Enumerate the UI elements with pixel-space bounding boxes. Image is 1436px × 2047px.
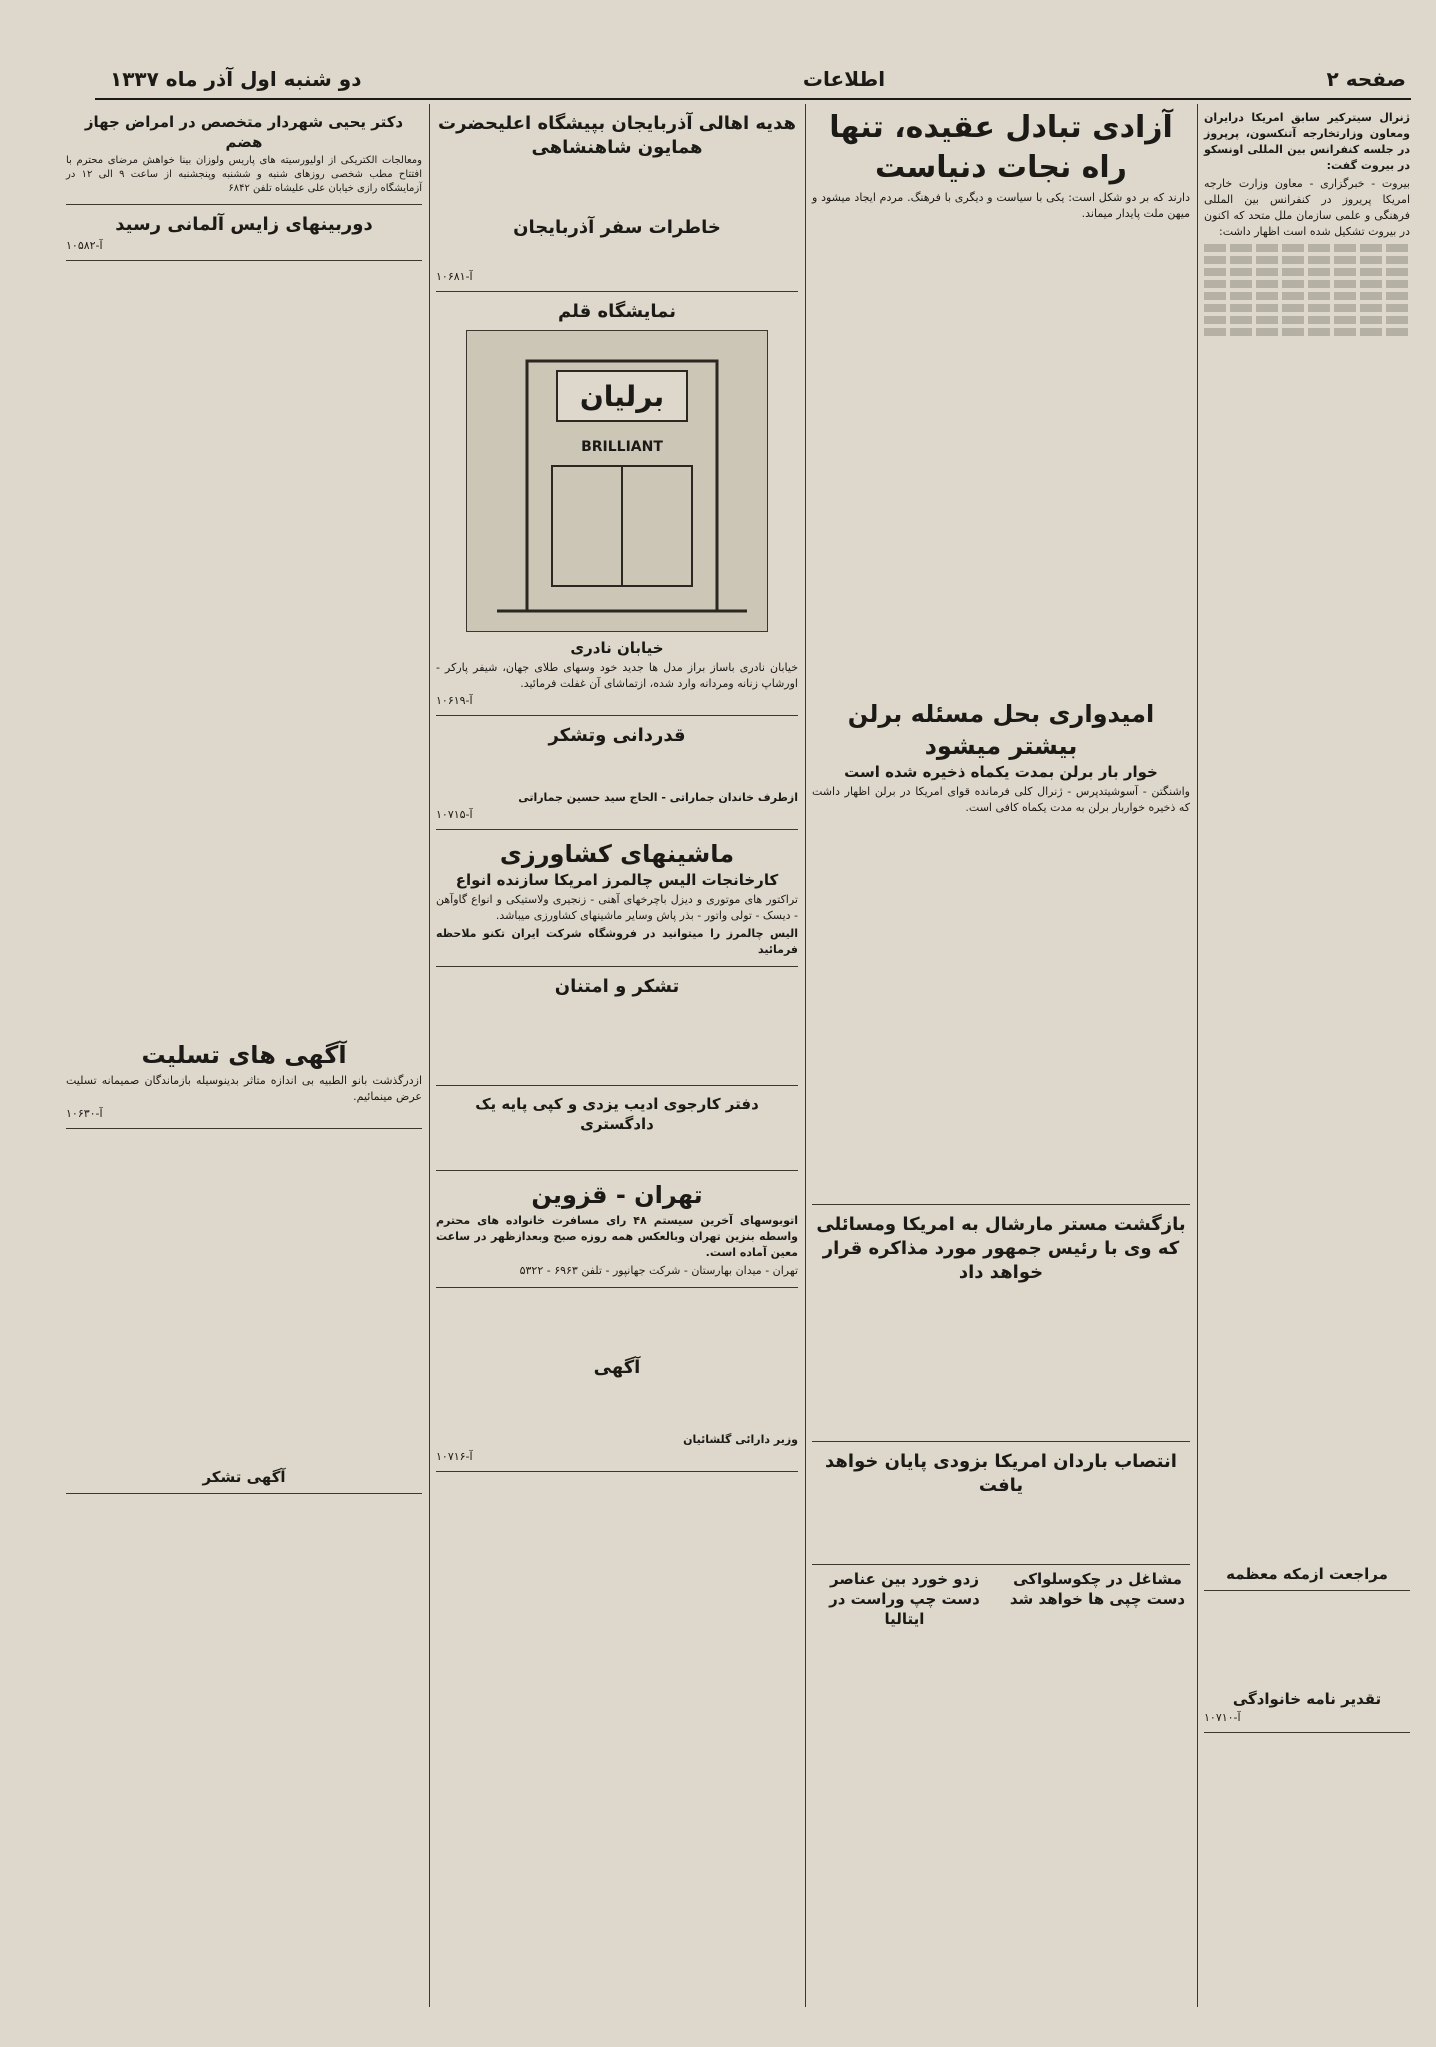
thanks-section xyxy=(66,1463,422,1494)
doctor-text: ومعالجات الکتریکی از اولیورسیته های پاریس ولوزان بینا خواهش مرضای محترم با افتتاح مطب شخصی روزهای شنبه و ششنبه وپنجشنبه از ساعت ۹ الی ۱۲ در آزمایشگاه رازی خیابان علی علیشاه تلفن ۶۸۴۲ xyxy=(66,155,422,194)
text-block xyxy=(1204,328,1410,336)
notices-section xyxy=(66,1133,422,1463)
article-continuation xyxy=(812,224,1190,694)
ad-code: آ-۱۰۷۱۵ xyxy=(436,808,473,821)
ad-company: الیس چالمرز را میتوانید در فروشگاه شرکت ایران تکنو ملاحظه فرمائید xyxy=(436,927,798,956)
page-header xyxy=(110,62,1406,96)
spacer xyxy=(1204,1595,1410,1685)
office-ad xyxy=(436,1090,798,1171)
column-4 xyxy=(60,104,428,2007)
notices-section xyxy=(66,265,422,1035)
text-block xyxy=(1204,244,1410,252)
notice-body xyxy=(436,1380,798,1430)
notice-sign: وزیر دارائی گلشائیان xyxy=(683,1433,798,1446)
ad-code: آ-۱۰۷۱۶ xyxy=(436,1450,473,1463)
article-continuation xyxy=(1204,340,1410,1560)
thanks2-ad xyxy=(436,971,798,1086)
short-news-row xyxy=(812,1569,1190,1629)
brand-sign: برلیان xyxy=(579,380,665,413)
article-body: دارند که بر دو شکل است: یکی با سیاست و دیگری با فرهنگ. مردم ایجاد میشود و میهن ملت پایدار میماند. xyxy=(812,191,1190,220)
text-block xyxy=(1204,268,1410,276)
ad-title: ماشینهای کشاورزی xyxy=(499,840,735,868)
article-continuation xyxy=(812,1498,1190,1558)
announcement-title: مراجعت ازمکه معظمه xyxy=(1226,1565,1388,1583)
headline-main: آزادی تبادل عقیده، تنها راه نجات دنیاست xyxy=(829,110,1173,185)
ad-code: آ-۱۰۶۱۹ xyxy=(436,694,473,707)
headline-berlin: امیدواری بحل مسئله برلن بیشتر میشود xyxy=(847,700,1155,760)
subheadline-berlin: خوار بار برلن بمدت یکماه ذخیره شده است xyxy=(844,763,1158,781)
ad-title: نمایشگاه قلم xyxy=(557,301,677,322)
thanks-title: آگهی تشکر xyxy=(202,1468,286,1486)
camera-ad xyxy=(66,209,422,261)
thanks-sign: ازطرف خاندان جماراتی - الحاج سید حسین جماراتی xyxy=(518,791,798,804)
spacer xyxy=(436,1292,798,1352)
thanks2-body xyxy=(436,999,798,1079)
thanks-notice xyxy=(1204,1685,1410,1733)
article-body: واشنگتن - آسوشیتدپرس - ژنرال کلی فرمانده قوای امریکا در برلن اظهار داشت که ذخیره خواربار برلن به مدت یکماه کافی است. xyxy=(812,785,1190,814)
ad-machinery xyxy=(436,834,798,967)
bus-ad xyxy=(436,1175,798,1288)
condolence-title: آگهی های تسلیت xyxy=(141,1041,347,1069)
ad-text: تراکتور های موتوری و دیزل باچرخهای آهنی - زنجیری ولاستیکی و انواع گاوآهن - دیسک - تولی واتور - بذر پاش وسایر ماشینهای کشاورزی میباشد. xyxy=(436,893,798,922)
article-body: بیروت - خبرگزاری - معاون وزارت خارجه امریکا پریروز در کنفرانس بین المللی فرهنگی و علمی سازمان ملل متحد که اکنون در بیروت تشکیل شده است اظهار داشت: xyxy=(1204,177,1410,238)
headline-ambassadors: انتصاب باردان امریکا بزودی پایان خواهد یافت xyxy=(825,1451,1177,1496)
ad-body xyxy=(436,240,798,268)
column-2 xyxy=(806,104,1196,2007)
bus-phone: تهران - میدان بهارستان - شرکت جهانپور - تلفن ۶۹۶۳ - ۵۳۲۲ xyxy=(519,1264,798,1277)
ad-pen-exhibition xyxy=(436,296,798,716)
short-news-title: مشاغل در چکوسلواکی دست چپی ها خواهد شد xyxy=(1009,1570,1186,1608)
ad-code: آ-۱۰۶۳۰ xyxy=(66,1107,103,1120)
office-title: دفتر کارجوی ادیب یزدی و کپی پایه یک دادگستری xyxy=(475,1095,759,1133)
ad-body xyxy=(436,160,798,216)
article-continuation xyxy=(812,1285,1190,1435)
short-news-title: زدو خورد بین عناصر دست چپ وراست در ایتالیا xyxy=(829,1570,980,1628)
thanks-title: تقدیر نامه خانوادگی xyxy=(1232,1690,1382,1708)
column-3 xyxy=(430,104,804,2007)
storefront-illustration xyxy=(466,330,768,632)
article-ambassadors xyxy=(812,1446,1190,1565)
ad-title: هدیه اهالی آذربایجان بپیشگاه اعلیحضرت همایون شاهنشاهی xyxy=(438,113,796,158)
bus-title: تهران - قزوین xyxy=(531,1181,703,1209)
ad-subtitle: خاطرات سفر آذربایجان xyxy=(513,217,721,238)
thanks-title: قدردانی وتشکر xyxy=(548,725,686,746)
short-news xyxy=(1005,1569,1190,1629)
condolence-text: ازدرگذشت بانو الطبیه بی اندازه متاثر بدینوسیله بازماندگان صمیمانه تسلیت عرض مینمائیم. xyxy=(66,1074,422,1103)
page-number: صفحه ۲ xyxy=(1326,67,1406,91)
article-intro: ژنرال سیترکیر سابق امریکا درایران ومعاون وزارتخارجه آتنکسون، پرپروز در جلسه کنفرانس بین المللی اونسکو در بیروت گفت: xyxy=(1204,111,1410,172)
thanks2-title: تشکر و امتنان xyxy=(554,976,680,997)
camera-title: دوربینهای زایس آلمانی رسید xyxy=(115,214,373,235)
notice-ad xyxy=(436,1352,798,1472)
text-block xyxy=(1204,292,1410,300)
header-rule xyxy=(95,98,1411,100)
text-block xyxy=(1204,256,1410,264)
text-block xyxy=(1204,304,1410,312)
article-berlin xyxy=(812,694,1190,1205)
storefront-drawing xyxy=(467,331,767,631)
article-continuation xyxy=(812,818,1190,1198)
ad-code: آ-۱۰۷۱۰ xyxy=(1204,1711,1241,1724)
ad-azerbaijan xyxy=(436,108,798,292)
thanks-ad xyxy=(436,720,798,830)
newspaper-name: اطلاعات xyxy=(802,67,886,91)
ad-subtitle: کارخانجات الیس چالمرز امریکا سازنده انواع xyxy=(455,871,779,889)
bus-text: اتوبوسهای آخرین سیستم ۴۸ رای مسافرت خانواده های محترم واسطه بنزین تهران وبالعکس همه روزه صبح وبعدازظهر در ساعت معین آماده است. xyxy=(436,1214,798,1259)
short-news xyxy=(812,1569,997,1629)
text-block xyxy=(1204,316,1410,324)
headline-marshall: بازگشت مستر مارشال به امریکا ومسائلی که وی با رئیس جمهور مورد مذاکره قرار خواهد داد xyxy=(816,1214,1186,1283)
brand-latin: BRILLIANT xyxy=(581,439,663,455)
text-block xyxy=(1204,280,1410,288)
announcement xyxy=(1204,1560,1410,1591)
office-body xyxy=(436,1134,798,1164)
notice-title: آگهی xyxy=(593,1357,641,1378)
ad-text: خیابان نادری باساز براز مدل ها جدید خود وسهای طلای جهان، شیفر پارکر - اورشاپ زنانه ومردانه وارد شده، ازتماشای آن غفلت فرمائید. xyxy=(436,661,798,690)
doctor-title: دکتر یحیی شهردار متخصص در امراض جهاز هضم xyxy=(84,113,404,151)
condolence-section xyxy=(66,1035,422,1129)
ad-code: آ-۱۰۵۸۲ xyxy=(66,239,103,252)
article-marshall xyxy=(812,1209,1190,1442)
thanks-body xyxy=(436,748,798,788)
issue-date: دو شنبه اول آذر ماه ۱۳۳۷ xyxy=(110,67,362,91)
doctor-ad xyxy=(66,108,422,205)
street-name: خیابان نادری xyxy=(570,639,664,657)
ad-code: آ-۱۰۶۸۱ xyxy=(436,270,473,283)
column-1 xyxy=(1198,104,1416,2007)
